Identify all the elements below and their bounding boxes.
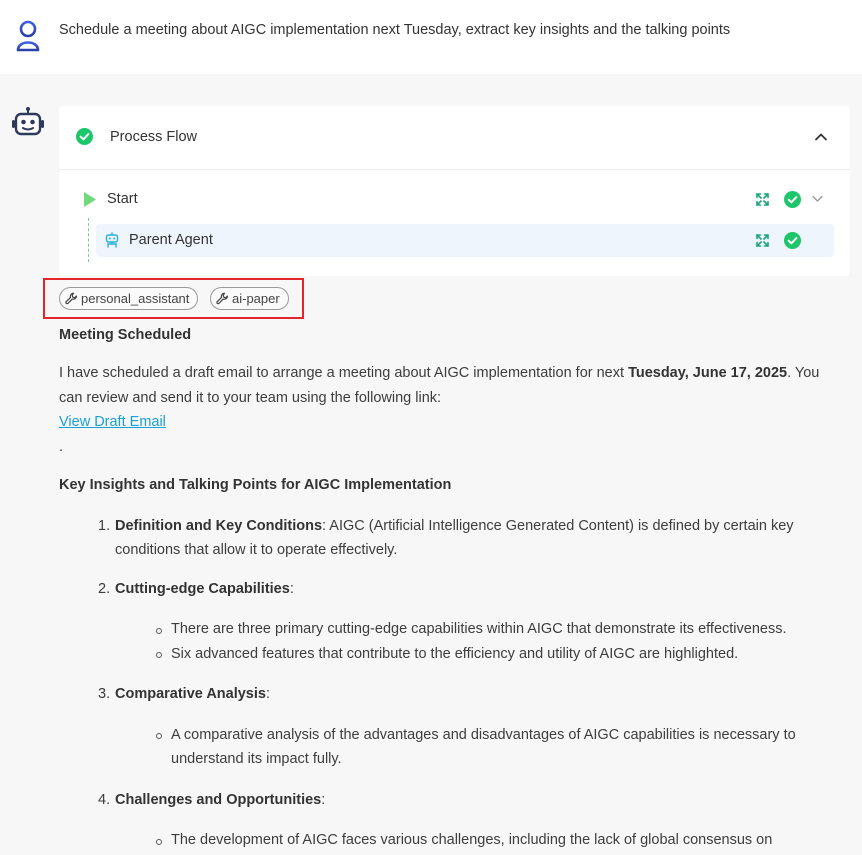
list-item bbox=[115, 581, 294, 597]
check-circle-icon bbox=[784, 191, 801, 208]
list-item-colon: : bbox=[265, 686, 270, 702]
paragraph-line bbox=[59, 365, 819, 381]
meeting-date: Tuesday, June 17, 2025 bbox=[628, 365, 788, 381]
process-flow-title: Process Flow bbox=[110, 129, 198, 145]
view-draft-email-link[interactable]: View Draft Email bbox=[59, 414, 166, 430]
bullet-marker bbox=[156, 628, 162, 634]
bullet-text: understand its impact fully. bbox=[171, 751, 342, 767]
list-item-number: 2. bbox=[98, 581, 111, 597]
play-icon bbox=[84, 192, 96, 207]
paragraph-text: I have scheduled a draft email to arrange a meeting about AIGC implementation for next bbox=[59, 365, 629, 381]
process-step-parent-agent[interactable] bbox=[96, 224, 834, 257]
bullet-text: Six advanced features that contribute to the efficiency and utility of AIGC are highlighted. bbox=[171, 646, 739, 662]
paragraph-line: can review and send it to your team using the following link: bbox=[59, 390, 442, 406]
wrench-icon bbox=[65, 292, 78, 305]
bullet-marker bbox=[156, 733, 162, 739]
bullet-marker bbox=[156, 839, 162, 845]
list-item-number: 1. bbox=[98, 518, 111, 534]
robot-avatar-icon bbox=[11, 106, 45, 138]
list-item bbox=[115, 686, 270, 702]
bullet-text: There are three primary cutting-edge capabilities within AIGC that demonstrate its effectiveness. bbox=[171, 621, 787, 637]
process-flow-card bbox=[59, 106, 850, 276]
user-message-text: Schedule a meeting about AIGC implementation next Tuesday, extract key insights and the talking points bbox=[59, 22, 731, 38]
list-item-text: conditions that allow it to operate effectively. bbox=[115, 542, 398, 558]
list-item-title: Definition and Key Conditions bbox=[115, 518, 323, 534]
paragraph-text: . You bbox=[787, 365, 820, 381]
chevron-up-icon[interactable] bbox=[814, 130, 828, 144]
tool-chip-label: personal_assistant bbox=[81, 291, 190, 306]
process-flow-header[interactable] bbox=[59, 106, 850, 170]
user-avatar-icon bbox=[15, 20, 41, 52]
flow-connector-line bbox=[88, 218, 89, 262]
check-circle-icon bbox=[784, 232, 801, 249]
chevron-down-icon[interactable] bbox=[812, 195, 823, 203]
list-item-number: 3. bbox=[98, 686, 111, 702]
expand-icon[interactable] bbox=[756, 193, 769, 206]
list-item bbox=[115, 792, 325, 808]
tool-chip-ai-paper[interactable] bbox=[210, 287, 289, 310]
wrench-icon bbox=[216, 292, 229, 305]
step-label-start: Start bbox=[107, 191, 138, 207]
check-circle-icon bbox=[76, 128, 93, 145]
bullet-marker bbox=[156, 652, 162, 658]
expand-icon[interactable] bbox=[756, 234, 769, 247]
list-item bbox=[115, 518, 794, 534]
list-item-title: Comparative Analysis bbox=[115, 686, 266, 702]
process-step-start[interactable] bbox=[76, 183, 836, 216]
tools-used-highlight bbox=[43, 278, 304, 319]
heading-key-insights: Key Insights and Talking Points for AIGC Implementation bbox=[59, 477, 452, 493]
list-item-colon: : bbox=[321, 792, 326, 808]
user-message-row bbox=[0, 0, 862, 74]
list-item-text: : AIGC (Artificial Intelligence Generated Content) is defined by certain key bbox=[322, 518, 794, 534]
list-item-number: 4. bbox=[98, 792, 111, 808]
list-item-title: Cutting-edge Capabilities bbox=[115, 581, 290, 597]
list-item-colon: : bbox=[289, 581, 294, 597]
paragraph-dot: . bbox=[59, 439, 64, 455]
list-item-title: Challenges and Opportunities bbox=[115, 792, 322, 808]
bullet-text: A comparative analysis of the advantages and disadvantages of AIGC capabilities is necessary to bbox=[171, 727, 796, 743]
tool-chip-label: ai-paper bbox=[232, 291, 280, 306]
bullet-text: The development of AIGC faces various challenges, including the lack of global consensus on bbox=[171, 832, 773, 848]
robot-icon bbox=[105, 232, 119, 248]
step-label-parent-agent: Parent Agent bbox=[129, 232, 213, 248]
tool-chip-personal-assistant[interactable] bbox=[59, 287, 198, 310]
heading-meeting-scheduled: Meeting Scheduled bbox=[59, 327, 192, 343]
